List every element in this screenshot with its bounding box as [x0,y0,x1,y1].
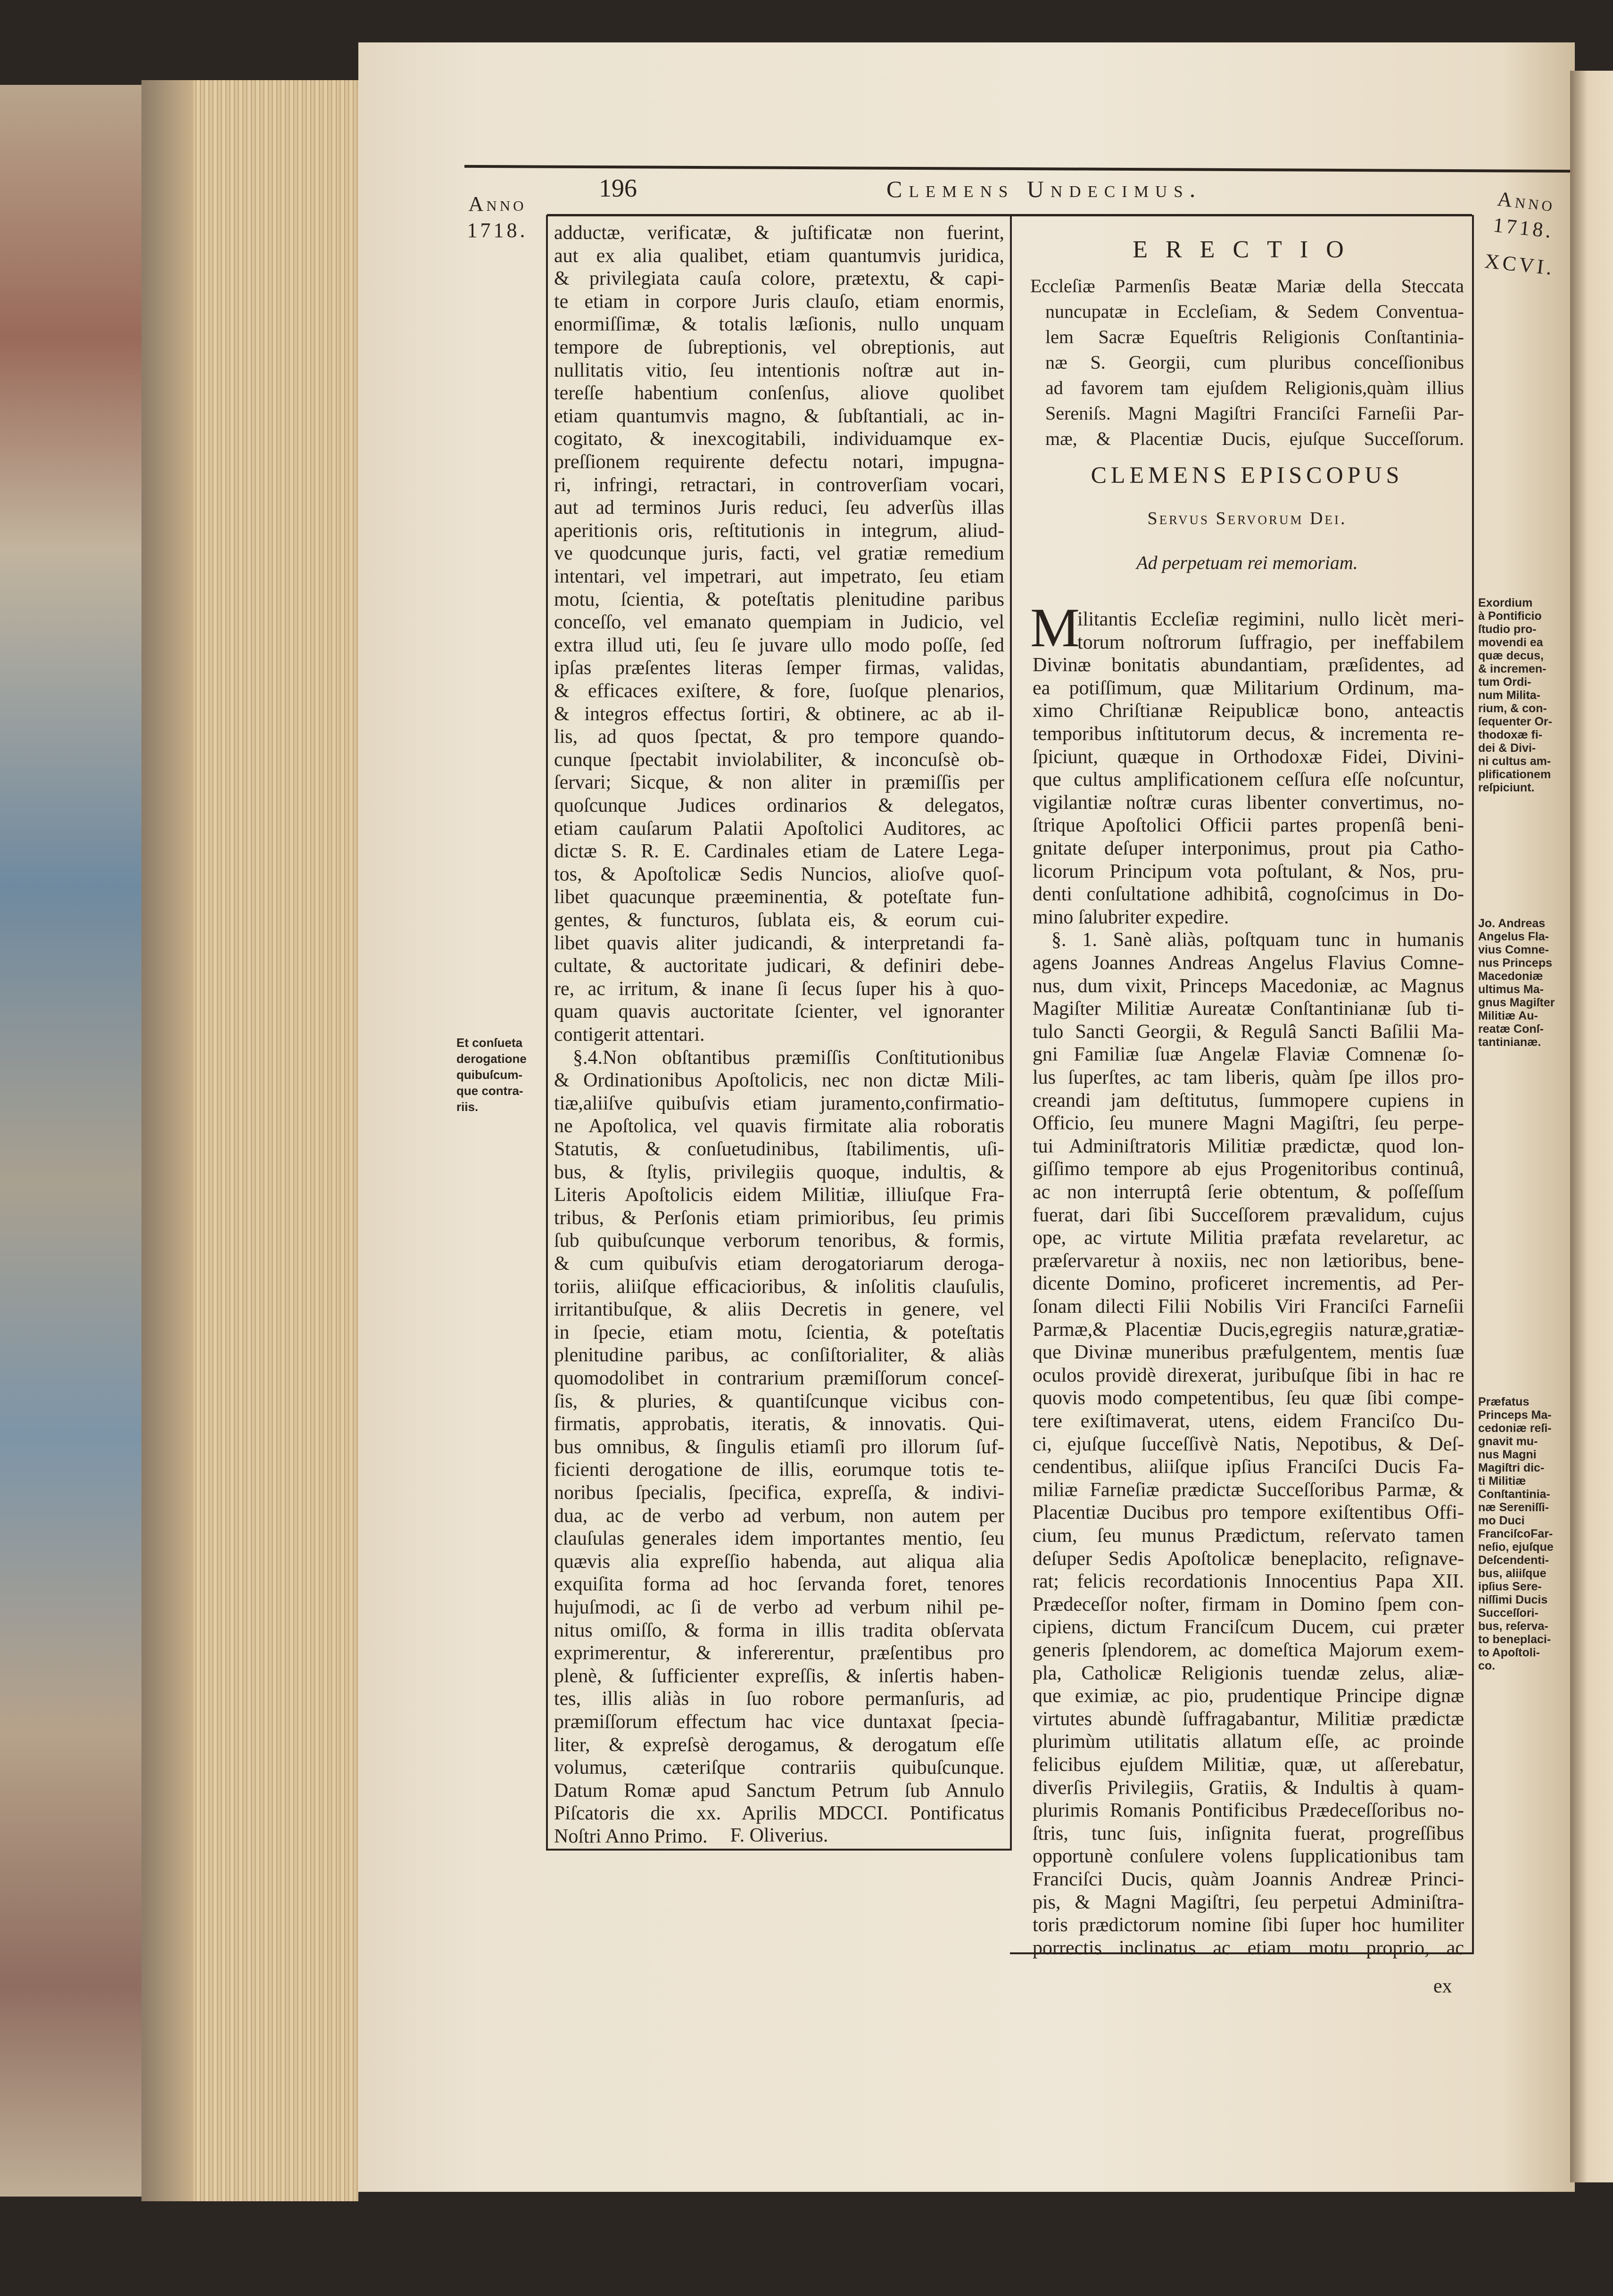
text-line: etiam cauſarum Palatii Apoſtolici Auditores, ac [554,817,1004,839]
text-line: te etiam in corpore Juris clauſo, etiam enormis, [554,290,1004,313]
running-title: Clemens Undecimus. [886,176,1202,202]
drop-cap: M [1030,597,1080,658]
margin-note-line: Princeps Ma- [1478,1408,1552,1422]
text-line: ſub quibuſcunque verborum tenoribus, & formis, [554,1230,1004,1252]
margin-note-line: num Milita- [1478,689,1540,702]
text-line: diverſis Privilegiis, Gratiis, & Indultis à quam- [1033,1777,1464,1799]
text-line: ri, infringi, retractari, in controverſiam vocari, [554,474,1004,496]
text-line: tere exiſtimaverat, utens, eidem Franciſco Du- [1033,1410,1464,1432]
text-line: cendentibus, aliiſque ipſius Franciſci Ducis Fa- [1033,1456,1464,1478]
text-line: tui Adminiſtratoris Militiæ prædictæ, quod lon- [1033,1135,1464,1157]
text-line: Piſcatoris die xx. Aprilis MDCCI. Pontificatus [554,1802,1004,1825]
margin-note-line: Et conſueta [456,1036,523,1050]
text-line: quomodolibet in contrarium præmiſſorum conceſ- [554,1367,1004,1389]
text-line: cipiens, dictum Franciſcum Ducem, cui præter [1033,1616,1464,1638]
author-heading: CLEMENS EPISCOPUS [1091,461,1404,488]
margin-note-line: Magiſtri dic- [1478,1461,1545,1474]
text-line: enormiſſimæ, & totalis læſionis, nullo unquam [554,313,1004,336]
text-line: virtutes abundè ſuffragabantur, Militiæ prædictæ [1033,1708,1464,1730]
margin-note-line: to Apoſtoli- [1478,1646,1540,1659]
text-line: quovis modo competentibus, ſeu quæ ſibi compe- [1033,1387,1464,1409]
margin-note-line: ti Militiæ [1478,1474,1526,1488]
right-margin-note [1478,596,1552,794]
margin-note-line: Succeſſori- [1478,1606,1539,1620]
text-line: tribus, & Perſonis etiam primioribus, ſeu primis [554,1207,1004,1229]
text-line: noribus ſpecialis, ſpecifica, expreſſa, & indivi- [554,1482,1004,1504]
text-line: hujuſmodi, ac ſi de verbo ad verbum nihil pe- [554,1597,1004,1618]
text-line: bus, & ſtylis, privilegiis quoque, indultis, & [554,1161,1004,1183]
signature: F. Oliverius. [730,1825,828,1846]
right-column-border [1472,215,1474,1954]
text-line: re, ac irritum, & inane ſi ſecus ſuper his à quo- [554,978,1004,1000]
margin-note-line: rium, & con- [1478,702,1547,715]
text-line: giſſimo tempore ab ejus Progenitoribus continuâ, [1033,1158,1464,1180]
text-line: Placentiæ Ducibus pro tempore exiſtentibus Offi- [1033,1502,1464,1524]
text-line: temporibus inſtitutorum decus, & incrementa re- [1033,723,1464,745]
left-margin-year [448,191,547,244]
text-line: conceſſo, vel emanato quempiam in Judicio, vel [554,611,1004,634]
text-line: ſonam dilecti Filii Nobilis Viri Franciſci Farneſii [1033,1296,1464,1317]
text-line: licorum Principum vota poſtulant, & Nos, pru- [1033,860,1464,882]
right-margin-note [1478,917,1555,1049]
text-line: in ſpecie, etiam motu, ſcientia, & poteſtatis [554,1321,1004,1343]
margin-note-line: ni cultus am- [1478,755,1551,768]
text-line: ea potiſſimum, quæ Militarium Ordinum, ma- [1033,677,1464,699]
text-line: nus, dum vixit, Princeps Macedoniæ, ac Magnus [1033,975,1464,997]
text-line: & privilegiata cauſa colore, prætextu, & capi- [554,268,1004,290]
text-line: Franciſci Ducis, quàm Joannis Andreæ Princi- [1033,1868,1464,1890]
margin-note-line: Deſcendenti- [1478,1554,1549,1567]
margin-note-line: neſio, ejuſque [1478,1540,1554,1554]
text-line: dua, ac de verbo ad verbum, non autem per [554,1505,1004,1527]
margin-note-line: Conſtantinia- [1478,1488,1550,1501]
text-line: plurimùm utilitatis allatum eſſe, ac proinde [1033,1731,1464,1753]
text-line: Parmæ,& Placentiæ Ducis,egregiis naturæ,gratiæ- [1033,1318,1464,1341]
text-line: nitus omiſſo, & forma in illis tradita obſervata [554,1619,1004,1641]
margin-note-line: thodoxæ fi- [1478,728,1543,741]
text-line: quævis alia expreſſio habenda, aut aliqua alia [554,1550,1004,1572]
text-line: felicibus ejuſdem Militiæ, quæ, ut aſſerebatur, [1033,1754,1464,1776]
margin-note-line: derogatione [456,1052,527,1066]
text-line: §. 1. Sanè aliàs, poſtquam tunc in humanis [1051,929,1464,951]
text-line: næ S. Georgii, cum pluribus conceſſionibus [1045,352,1464,373]
text-line: oculos providè direxerat, juribuſque ſibi in hac re [1033,1364,1464,1386]
text-line: & efficaces exiſtere, & fore, ſuoſque plenarios, [554,680,1004,702]
document-heading: ERECTIO [1133,236,1362,263]
text-line: creandi jam deſtitutus, ſummopere cupiens in [1033,1089,1464,1111]
margin-note-line: tantinianæ. [1478,1036,1541,1049]
text-line: præſervaretur à noxiis, nec non lætioribus, bene- [1033,1250,1464,1272]
margin-note-line: riis. [456,1100,479,1114]
text-line: gnitate deſuper interponimus, prout pia Catho- [1033,838,1464,859]
text-line: quam quavis auctoritate ſcienter, vel ignoranter [554,1001,1004,1023]
text-line: ximo Chriſtianæ Reipublicæ bono, anteactis [1033,700,1464,722]
text-line: Literis Apoſtolicis eidem Militiæ, illiuſque Fra- [554,1184,1004,1206]
margin-note-line: FranciſcoFar- [1478,1527,1553,1540]
text-line: vigilantiæ noſtræ curas libenter convertimus, no- [1033,791,1464,814]
right-margin-note [1478,1395,1554,1672]
text-line: lis, ad quos ſpectat, & pro tempore quando- [554,726,1004,748]
text-line: Sereniſs. Magni Magiſtri Franciſci Farneſii Par- [1045,403,1464,424]
fore-edge-shadow [141,80,193,2201]
text-line: nullitatis vitio, ſeu intentionis noſtræ aut in- [554,359,1004,381]
margin-note-line: gnavit mu- [1478,1435,1538,1448]
left-column-bottom-rule [546,1849,1012,1851]
margin-note-line: ipſius Sere- [1478,1580,1542,1593]
margin-note-line: Angelus Fla- [1478,930,1549,943]
margin-note-line: reſpiciunt. [1478,781,1535,794]
text-line: volumus, cæteriſque contrariis quibuſcunque. [554,1757,1004,1779]
right-margin-year [1474,184,1572,283]
margin-note-line: bus, aliiſque [1478,1567,1547,1580]
margin-note-line: niſſimi Ducis [1478,1593,1548,1606]
text-line: præmiſſorum effectum hac vice duntaxat ſpecia- [554,1711,1004,1733]
text-line: agens Joannes Andreas Angelus Flavius Comne- [1033,952,1464,974]
header-rule [547,214,1472,216]
margin-note-line: vius Comne- [1478,943,1549,956]
margin-note-line: gnus Magiſter [1478,996,1555,1009]
text-line: torum noſtrorum ſuffragio, per ineffabilem [1077,631,1464,653]
text-line: lus ſuperſtes, ac tam liberis, quàm ſpe illos pro- [1033,1067,1464,1088]
text-line: ſis, & pluries, & quantiſcunque vicibus con- [554,1390,1004,1412]
left-margin-note [456,1035,527,1115]
text-line: ſtris, tunc ſuis, inſignita fuerat, progreſſibus [1033,1822,1464,1844]
formula-line: Ad perpetuam rei memoriam. [1136,552,1358,573]
text-line: & cum quibuſvis etiam derogatoriarum deroga- [554,1253,1004,1275]
text-line: pla, Catholicæ Religionis tuendæ zelus, aliæ- [1033,1662,1464,1684]
text-line: generis ſplendorem, ac domeſtica Majorum exem- [1033,1639,1464,1661]
text-line: lem Sacræ Equeſtris Religionis Conſtantinia- [1045,326,1464,347]
margin-note-line: & incremen- [1478,662,1547,675]
margin-note-line: ſequenter Or- [1478,715,1552,728]
text-line: & Ordinationibus Apoſtolicis, nec non dictæ Mili- [554,1070,1004,1092]
catchword: ex [1433,1975,1452,1997]
text-line: Officio, ſeu munere Magni Magiſtri, ſeu perpe- [1033,1112,1464,1135]
text-line: cultate, & auctoritate judicari, & definiri debe- [554,955,1004,977]
anno-label: Anno [468,192,527,215]
text-line: motu, ſcientia, & poteſtatis plenitudine paribus [554,588,1004,610]
text-line: denti conſultatione adhibitâ, cognoſcimus in Do- [1033,883,1464,905]
text-line: etiam quantumvis magno, & ſubſtantiali, ac in- [554,405,1004,427]
text-line: ipſas præſentes literas ſemper firmas, validas, [554,657,1004,679]
text-line: ope, ac virtute Militia præfata revelaretur, ac [1033,1227,1464,1249]
margin-note-line: dei & Divi- [1478,741,1536,755]
text-line: irritantibuſque, & aliis Decretis in genere, vel [554,1299,1004,1321]
margin-note-line: Macedoniæ [1478,970,1543,983]
text-line: ac non interruptâ ſerie obtentum, & poſſeſſum [1033,1181,1464,1203]
text-line: aut ad terminos Juris reduci, ſeu adverſùs illas [554,497,1004,519]
text-line: mæ, & Placentiæ Ducis, ejuſque Succeſſorum. [1045,428,1464,449]
text-line: miliæ Farneſiæ prædictæ Succeſſoribus Parmæ, & [1033,1479,1464,1501]
text-line: quoſcunque Judices ordinarios & delegatos, [554,795,1004,816]
margin-note-line: bus, reſerva- [1478,1620,1548,1633]
text-line: libet quacunque præeminentia, & poteſtate fun- [554,886,1004,908]
text-line: ſpiciunt, quæque in Orthodoxæ Fidei, Divini- [1033,746,1464,768]
text-line: tulo Sancti Georgii, & Regulâ Sancti Baſilii Ma- [1033,1020,1464,1043]
text-line: gni Familiæ ſuæ Angelæ Flaviæ Comnenæ ſo- [1033,1044,1464,1066]
text-line: nuncupatæ in Eccleſiam, & Sedem Conventua- [1045,301,1464,322]
column-divider [1010,215,1012,1851]
text-line: Datum Romæ apud Sanctum Petrum ſub Annulo [554,1779,1004,1802]
text-line: clauſulas generales idem importantes mentio, ſeu [554,1528,1004,1550]
text-line: dictæ S. R. E. Cardinales etiam de Latere Lega- [554,840,1004,863]
servus-line: Servus Servorum Dei. [1147,509,1347,528]
text-line: exprimerentur, & infererentur, præſentibus pro [554,1642,1004,1664]
text-line: extra illud uti, ſeu ſe juvare ullo modo poſſe, ſed [554,634,1004,656]
text-line: firmatis, approbatis, iteratis, & innovatis. Qui- [554,1413,1004,1435]
text-line: intentari, vel impetrari, aut impetrato, ſeu etiam [554,566,1004,587]
text-line: pis, & Magni Magiſtri, ſeu perpetui Adminiſtra- [1033,1891,1464,1913]
margin-note-line: quibuſcum- [456,1068,523,1082]
text-line: opportunè conſulere volens ſupplicationibus tam [1033,1845,1464,1868]
margin-note-line: que contra- [456,1084,523,1098]
text-line: ci, ejuſque ſucceſſivè Natis, Nepotibus, & Deſ- [1033,1433,1464,1455]
text-line: tempore de ſubreptionis, vel obreptionis, aut [554,337,1004,358]
text-line: Statutis, & conſuetudinibus, ſtabilimentis, uſi- [554,1138,1004,1160]
margin-note-line: ultimus Ma- [1478,983,1544,996]
text-line: exquiſita forma ad hoc ſervanda foret, tenores [554,1573,1004,1596]
text-line: ne Apoſtolica, vel quavis firmitate alia roboratis [554,1115,1004,1137]
margin-note-line: movendi ea [1478,636,1543,649]
text-line: ve quodcunque juris, facti, vel gratiæ remedium [554,543,1004,565]
text-line: gentes, & functuros, ſublata eis, & eorum cui- [554,909,1004,931]
text-line: Prædeceſſor noſter, firmam in Domino ſpem con- [1033,1593,1464,1615]
text-line: Eccleſiæ Parmenſis Beatæ Mariæ della Steccata [1030,275,1464,296]
text-line: tes, illis aliàs in ſuo robore permanſuris, ad [554,1688,1004,1710]
margin-note-line: cedoniæ reſi- [1478,1422,1552,1435]
text-line: & integros effectus ſortiri, & obtinere, ac ab il- [554,703,1004,725]
margin-note-line: quæ decus, [1478,649,1544,662]
text-line: ficienti derogatione de illis, eorumque totis te- [554,1459,1004,1481]
text-line: cium, ſeu munus Prædictum, reſervato tamen [1033,1525,1464,1547]
margin-note-line: Militiæ Au- [1478,1009,1538,1022]
text-line: adductæ, verificatæ, & juſtificatæ non fuerint, [554,222,1004,244]
text-line: cunque ſpectabit inviolabiliter, & inconcuſsè ob- [554,749,1004,771]
text-line: aut ex alia qualibet, etiam quantumvis juridica, [554,245,1004,267]
text-line: dicente Domino, proficeret incrementis, ad Per- [1033,1273,1464,1295]
margin-note-line: co. [1478,1659,1496,1672]
text-line: tos, & Apoſtolicæ Sedis Nuncios, alioſve quoſ- [554,863,1004,885]
text-line: aperitionis oris, reſtitutionis in integrum, aliud- [554,519,1004,542]
text-line: toris prædictorum nomine ſibi ſuper hoc humiliter [1033,1914,1464,1936]
document-number: XCVI. [1483,249,1556,280]
margin-note-line: Exordium [1478,596,1533,609]
text-line: Magiſter Militiæ Aureatæ Conſtantinianæ ſub ti- [1033,998,1464,1020]
text-line: Divinæ bonitatis abundantiam, præſidentes, ad [1033,654,1464,676]
text-line: §.4.Non obſtantibus præmiſſis Conſtitutionibus [573,1046,1004,1069]
text-line: tiæ,aliiſve quibuſvis etiam juramento,confirmatio- [554,1092,1004,1114]
text-line: que Divinæ muneribus præfulgentem, mentis ſuæ [1033,1341,1464,1364]
text-line: ad favorem tam ejuſdem Religionis,quàm illius [1045,377,1464,398]
book-cover-board [0,85,141,2197]
text-line: cogitato, & inexcogitabili, individuamque ex- [554,428,1004,450]
text-line: fuerat, dari ſibi Succeſſorem prævalidum, cujus [1033,1204,1464,1226]
margin-note-line: mo Duci [1478,1514,1525,1527]
left-column-border [546,215,548,1851]
text-line: bus omnibus, & ſingulis etiamſi pro illorum ſuf- [554,1436,1004,1458]
page-number: 196 [599,174,637,202]
text-line: Noſtri Anno Primo. [554,1826,708,1847]
margin-note-line: ſtudio pro- [1478,623,1537,636]
margin-note-line: to beneplaci- [1478,1633,1551,1646]
margin-note-line: tum Ordi- [1478,675,1531,689]
margin-note-line: næ Sereniſſi- [1478,1501,1549,1514]
margin-note-line: plificationem [1478,768,1551,781]
text-line: porrectis inclinatus ac etiam motu proprio, ac [1033,1937,1464,1959]
text-line: ilitantis Eccleſiæ regimini, nullo licèt meri- [1077,609,1464,630]
margin-note-line: reatæ Conſ- [1478,1022,1544,1036]
text-line: ſtrique Apoſtolici Officii partes propenſâ beni- [1033,815,1464,837]
text-line: liter, & expreſsè derogamus, & derogatum eſſe [554,1734,1004,1756]
margin-note-line: à Pontificio [1478,609,1542,623]
text-line: que cultus amplificationem ceſſura eſſe noſcuntur, [1033,769,1464,791]
year-label: 1718. [467,219,528,242]
text-line: plenitudine paribus, ac conſiſtorialiter, & aliàs [554,1344,1004,1366]
text-line: preſſionem requirente defectu notari, impugna- [554,451,1004,473]
text-line: mino ſalubriter expedire. [1033,906,1229,928]
margin-note-line: nus Princeps [1478,956,1552,970]
year-label: 1718. [1492,213,1555,243]
margin-note-line: Jo. Andreas [1478,917,1546,930]
text-line: ſervari; Sicque, & non aliter in præmiſſis per [554,772,1004,794]
margin-note-line: nus Magni [1478,1448,1537,1461]
text-line: contigerit attentari. [554,1024,705,1045]
text-line: que eximiæ, ac pio, prudentique Principe dignæ [1033,1685,1464,1707]
text-line: toriis, aliiſque efficacioribus, & inſolitis clauſulis, [554,1276,1004,1298]
text-line: plenè, & ſufficienter expreſſis, & inſertis haben- [554,1665,1004,1687]
facing-page-edge [1570,71,1613,2182]
text-line: plurimis Romanis Pontificibus Prædeceſſoribus no- [1033,1800,1464,1822]
margin-note-line: Præfatus [1478,1395,1530,1408]
text-line: libet quavis aliter judicandi, & interpretandi fa- [554,932,1004,954]
text-line: deſuper Sedis Apoſtolicæ beneplacito, reſignave- [1033,1547,1464,1570]
anno-label: Anno [1496,187,1556,216]
text-line: tereſſe habentium conſenſus, aliove quolibet [554,382,1004,404]
text-line: rat; felicis recordationis Innocentius Papa XII. [1033,1571,1464,1593]
